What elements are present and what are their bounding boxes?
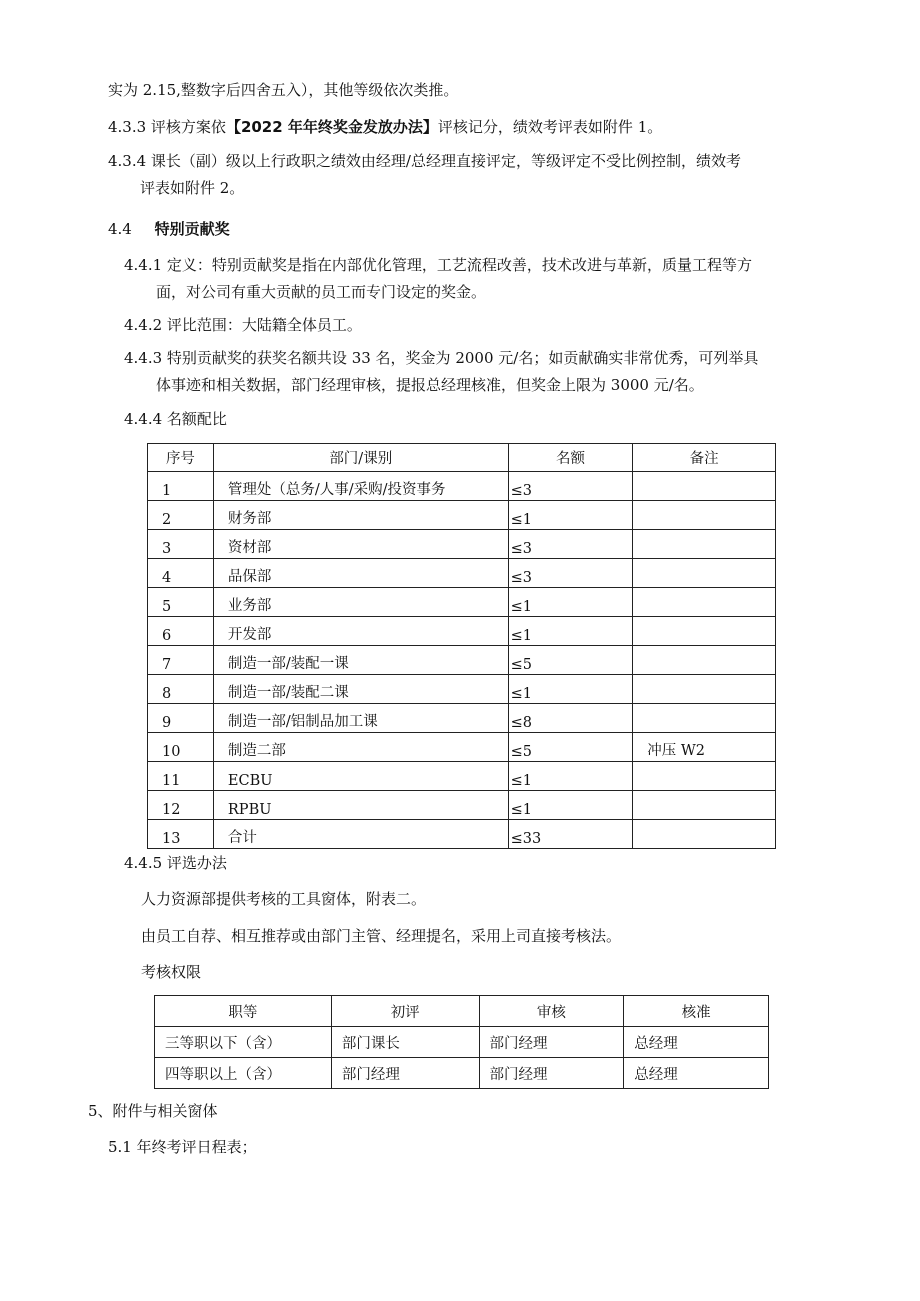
authority-cell-initial: 部门课长 <box>331 1027 479 1058</box>
text-line-4-3-4-b: 评表如附件 2。 <box>140 179 245 197</box>
quota-cell-quota: ≤1 <box>508 501 633 530</box>
quota-cell-quota: ≤8 <box>508 704 633 733</box>
authority-cell-approve: 总经理 <box>624 1058 769 1089</box>
authority-table-header-row <box>155 996 769 1027</box>
quota-cell-department: 制造一部/铝制品加工课 <box>213 704 508 733</box>
table-row <box>148 791 776 820</box>
quota-cell-index: 11 <box>148 762 214 791</box>
quota-cell-index: 3 <box>148 530 214 559</box>
text-line-4-4-3-a: 4.4.3 特别贡献奖的获奖名额共设 33 名，奖金为 2000 元/名；如贡献确实非常优秀，可列举具 <box>124 349 759 367</box>
quota-cell-remark <box>633 762 776 791</box>
text-line-4-4-1-b: 面，对公司有重大贡献的员工而专门设定的奖金。 <box>156 283 487 301</box>
quota-cell-department: 管理处（总务/人事/采购/投资事务 <box>213 472 508 501</box>
authority-header-review: 审核 <box>479 996 624 1027</box>
quota-cell-department: 品保部 <box>213 559 508 588</box>
quota-cell-remark <box>633 501 776 530</box>
table-row <box>155 1027 769 1058</box>
quota-table <box>147 443 776 849</box>
quota-cell-department: RPBU <box>213 791 508 820</box>
quota-cell-department: 制造一部/装配一课 <box>213 646 508 675</box>
quota-cell-index: 6 <box>148 617 214 646</box>
quota-cell-remark <box>633 704 776 733</box>
quota-cell-quota: ≤1 <box>508 675 633 704</box>
text-4-3-3-bold: 【2022 年年终奖金发放办法】 <box>225 118 438 136</box>
text-paragraph-3: 考核权限 <box>141 963 202 981</box>
table-row <box>148 501 776 530</box>
table-row <box>148 704 776 733</box>
quota-cell-quota: ≤5 <box>508 733 633 762</box>
quota-header-department: 部门/课别 <box>213 444 508 472</box>
section-heading-4-4 <box>108 218 230 240</box>
text-paragraph-1: 人力资源部提供考核的工具窗体，附表二。 <box>141 890 427 908</box>
text-line-4-4-3-b: 体事迹和相关数据，部门经理审核，提报总经理核准，但奖金上限为 3000 元/名。 <box>156 376 704 394</box>
quota-cell-department: 制造二部 <box>213 733 508 762</box>
table-row <box>148 646 776 675</box>
quota-cell-index: 13 <box>148 820 214 849</box>
quota-header-quota: 名额 <box>508 444 633 472</box>
quota-cell-quota: ≤3 <box>508 530 633 559</box>
text-line-4-3-3 <box>108 116 662 138</box>
quota-cell-remark <box>633 791 776 820</box>
quota-cell-index: 12 <box>148 791 214 820</box>
table-row <box>148 588 776 617</box>
quota-cell-remark <box>633 559 776 588</box>
quota-cell-quota: ≤1 <box>508 617 633 646</box>
table-row <box>148 762 776 791</box>
text-4-3-3-pre: 4.3.3 评核方案依 <box>108 118 226 136</box>
section-heading-5: 5、附件与相关窗体 <box>88 1102 218 1120</box>
authority-table <box>154 995 769 1089</box>
authority-header-approve: 核准 <box>624 996 769 1027</box>
quota-cell-remark <box>633 617 776 646</box>
quota-cell-department: 资材部 <box>213 530 508 559</box>
text-line-1: 实为 2.15,整数字后四舍五入），其他等级依次类推。 <box>108 81 459 99</box>
quota-cell-department: 合计 <box>213 820 508 849</box>
quota-cell-quota: ≤1 <box>508 588 633 617</box>
authority-cell-grade: 四等职以上（含） <box>155 1058 332 1089</box>
authority-header-initial: 初评 <box>331 996 479 1027</box>
text-line-4-4-1-a: 4.4.1 定义：特别贡献奖是指在内部优化管理，工艺流程改善，技术改进与革新，质量工程等方 <box>124 256 752 274</box>
quota-cell-index: 2 <box>148 501 214 530</box>
quota-cell-quota: ≤1 <box>508 791 633 820</box>
quota-cell-quota: ≤5 <box>508 646 633 675</box>
quota-cell-remark <box>633 820 776 849</box>
quota-cell-index: 4 <box>148 559 214 588</box>
quota-cell-index: 1 <box>148 472 214 501</box>
text-line-4-4-5: 4.4.5 评选办法 <box>124 854 227 872</box>
quota-cell-department: 业务部 <box>213 588 508 617</box>
authority-cell-approve: 总经理 <box>624 1027 769 1058</box>
quota-cell-index: 7 <box>148 646 214 675</box>
quota-cell-quota: ≤33 <box>508 820 633 849</box>
quota-cell-department: 制造一部/装配二课 <box>213 675 508 704</box>
text-line-4-4-2: 4.4.2 评比范围：大陆籍全体员工。 <box>124 316 362 334</box>
text-line-4-3-4-a: 4.3.4 课长（副）级以上行政职之绩效由经理/总经理直接评定，等级评定不受比例控制，绩效考 <box>108 152 741 170</box>
table-row <box>148 472 776 501</box>
quota-cell-remark <box>633 646 776 675</box>
quota-cell-index: 5 <box>148 588 214 617</box>
section-number-4-4: 4.4 <box>108 220 132 238</box>
quota-cell-quota: ≤3 <box>508 472 633 501</box>
quota-cell-index: 10 <box>148 733 214 762</box>
table-row <box>148 733 776 762</box>
text-paragraph-2: 由员工自荐、相互推荐或由部门主管、经理提名，采用上司直接考核法。 <box>141 927 622 945</box>
table-row <box>148 617 776 646</box>
quota-table-header-row <box>148 444 776 472</box>
authority-cell-review: 部门经理 <box>479 1058 624 1089</box>
quota-cell-remark <box>633 588 776 617</box>
quota-cell-department: ECBU <box>213 762 508 791</box>
quota-header-remark: 备注 <box>633 444 776 472</box>
text-line-5-1: 5.1 年终考评日程表； <box>108 1138 257 1156</box>
authority-cell-grade: 三等职以下（含） <box>155 1027 332 1058</box>
quota-cell-index: 8 <box>148 675 214 704</box>
authority-cell-initial: 部门经理 <box>331 1058 479 1089</box>
text-4-3-3-post: 评核记分，绩效考评表如附件 1。 <box>437 118 663 136</box>
quota-cell-department: 财务部 <box>213 501 508 530</box>
quota-cell-department: 开发部 <box>213 617 508 646</box>
quota-cell-remark <box>633 472 776 501</box>
table-row <box>155 1058 769 1089</box>
authority-cell-review: 部门经理 <box>479 1027 624 1058</box>
quota-cell-remark: 冲压 W2 <box>633 733 776 762</box>
text-line-4-4-4: 4.4.4 名额配比 <box>124 410 227 428</box>
quota-cell-remark <box>633 530 776 559</box>
section-title-4-4: 特别贡献奖 <box>154 220 230 238</box>
table-row <box>148 559 776 588</box>
table-row <box>148 530 776 559</box>
quota-cell-quota: ≤3 <box>508 559 633 588</box>
table-row <box>148 675 776 704</box>
quota-cell-remark <box>633 675 776 704</box>
quota-header-index: 序号 <box>148 444 214 472</box>
quota-cell-index: 9 <box>148 704 214 733</box>
quota-cell-quota: ≤1 <box>508 762 633 791</box>
authority-header-grade: 职等 <box>155 996 332 1027</box>
table-row <box>148 820 776 849</box>
